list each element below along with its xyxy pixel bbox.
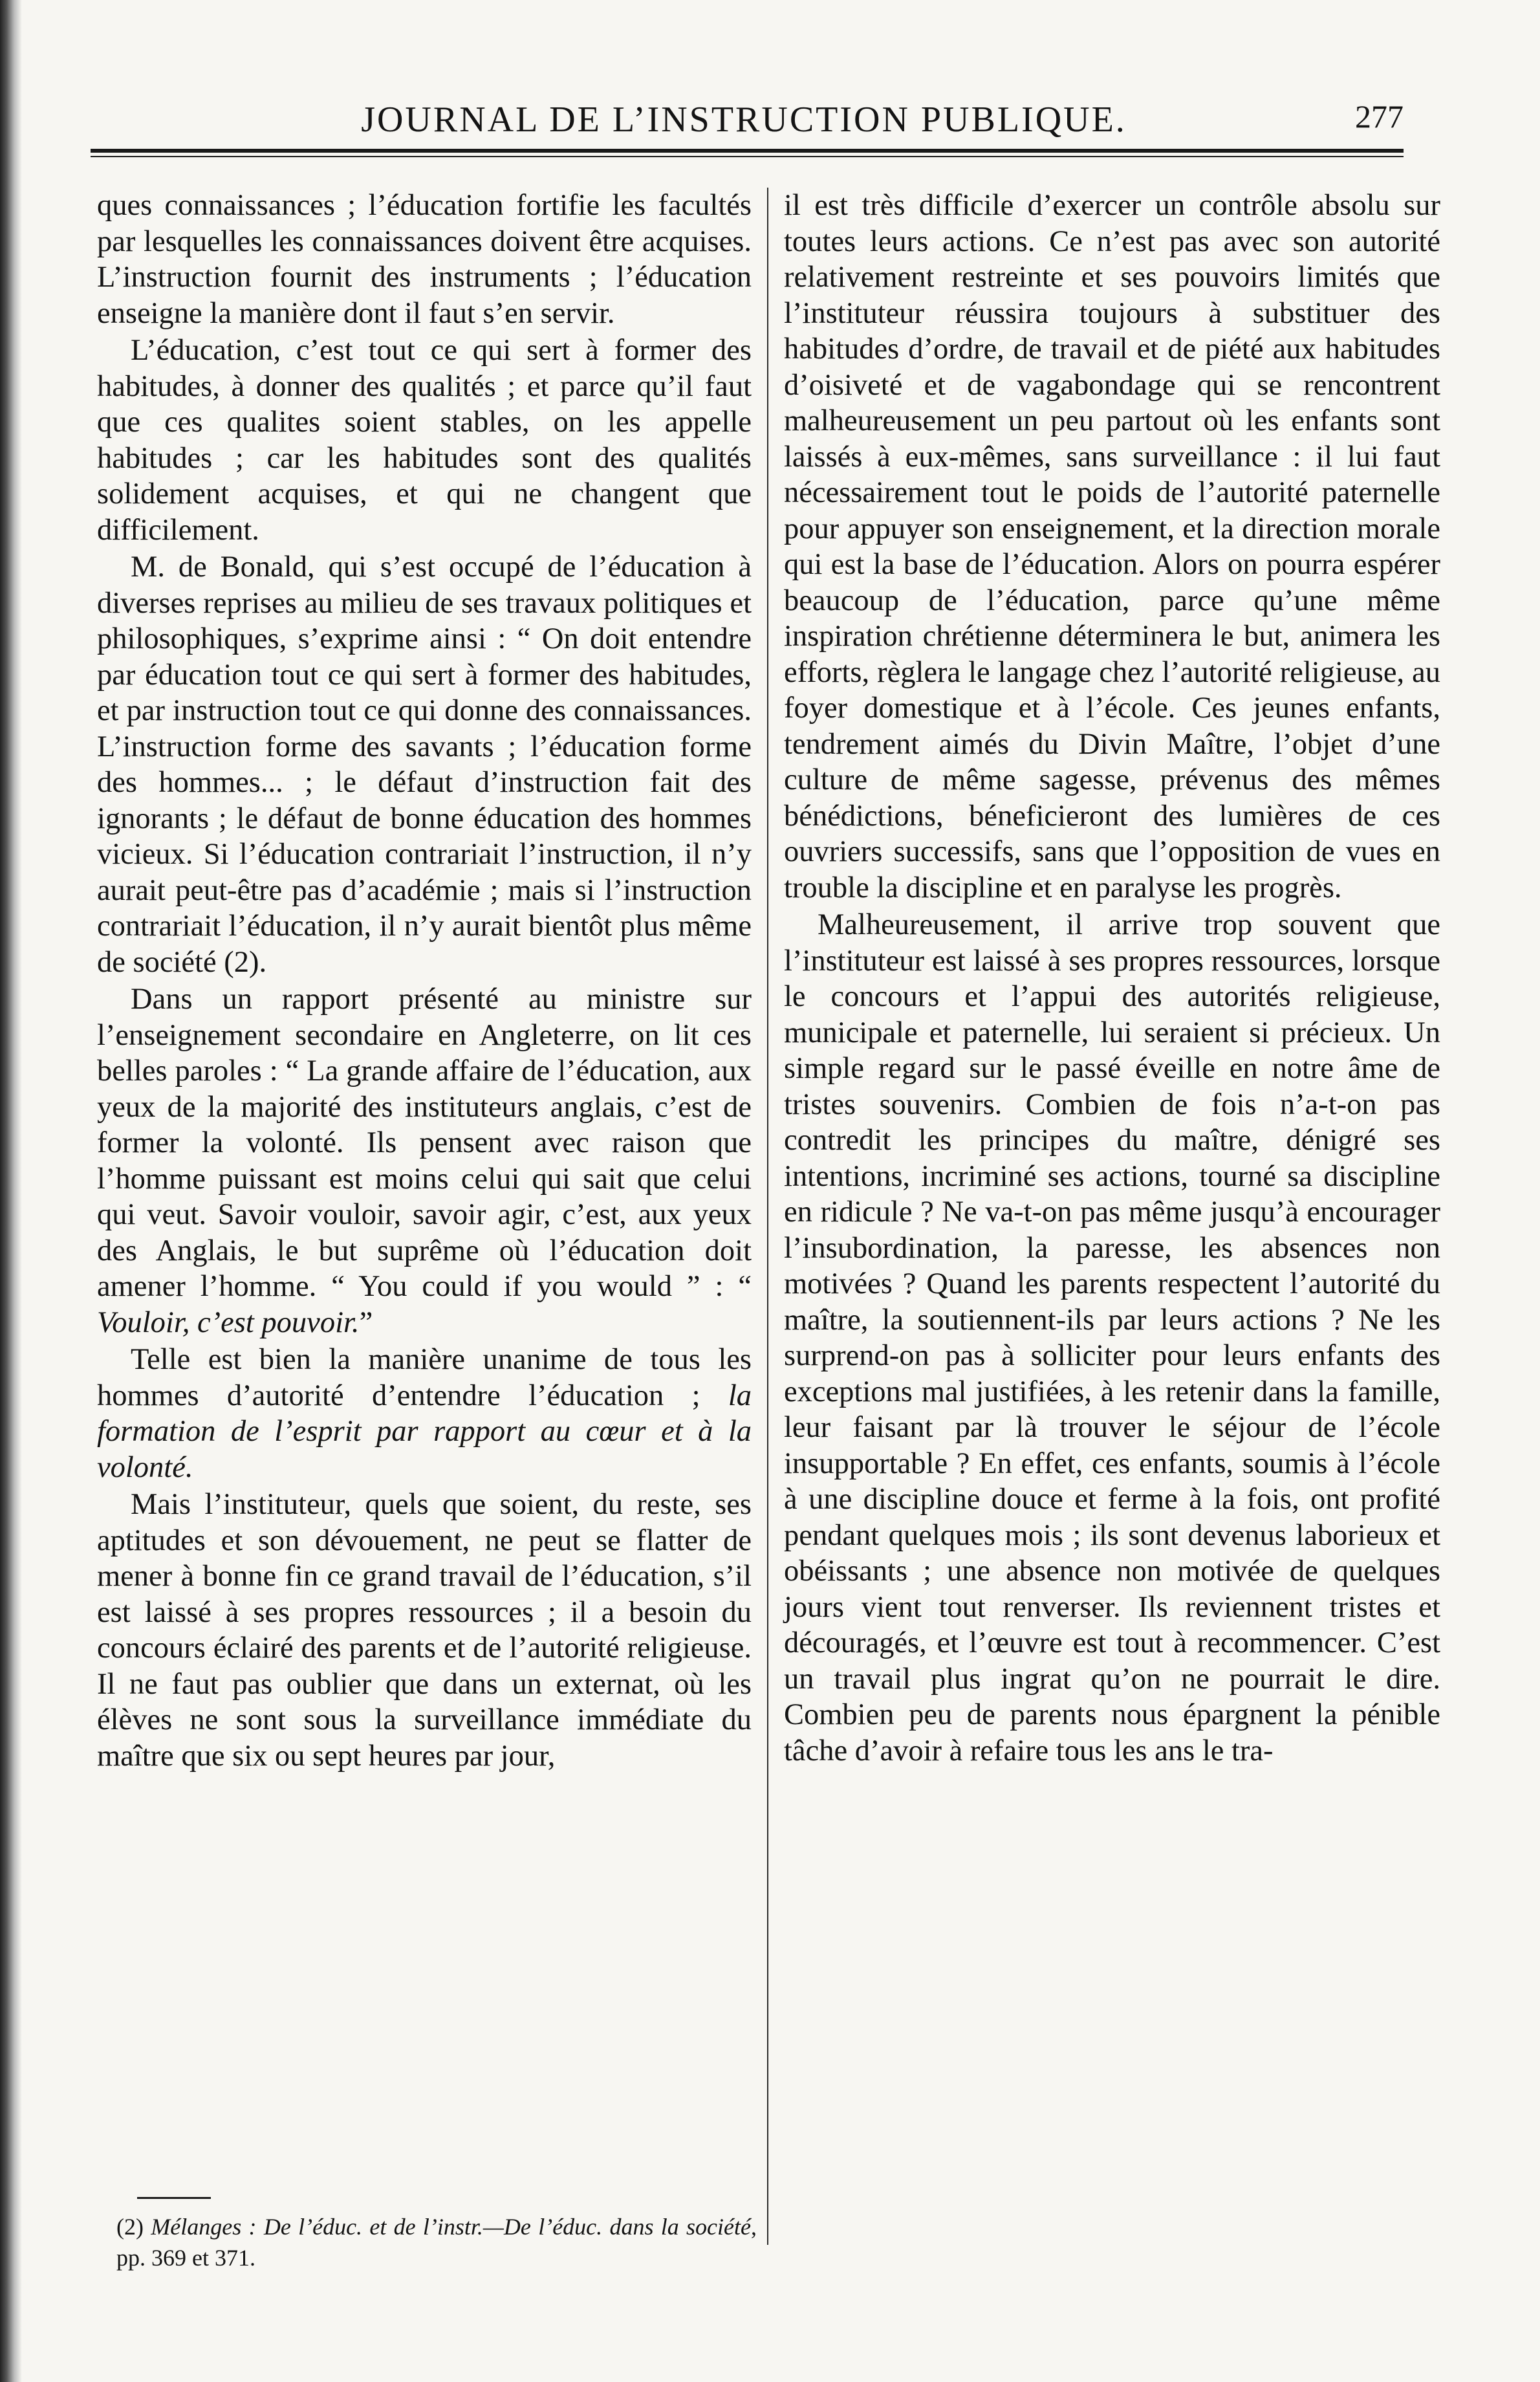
header-rule-thick xyxy=(91,149,1404,153)
left-column xyxy=(97,188,752,1774)
footnote-rule xyxy=(137,2197,211,2199)
footnote xyxy=(116,2211,757,2273)
left-paragraph-1: ques connaissances ; l’éducation fortifie les facultés par lesquelles les connaissances doivent être acquises. L’instruction fournit des instruments ; l’éducation enseigne la manière dont il faut s’en servir. xyxy=(97,189,752,330)
footnote-source-italic: Mélanges : De l’éduc. et de l’instr.—De l’éduc. dans la société xyxy=(151,2214,751,2240)
running-head xyxy=(91,91,1404,149)
scan-binding-edge xyxy=(0,0,22,2382)
left-paragraph-2: L’éducation, c’est tout ce qui sert à former des habitudes, à donner des qualités ; et parce qu’il faut que ces qualites soient stables, on les appelle habitudes ; car les habitudes sont des qualités solidement acquises, et qui ne changent que difficilement. xyxy=(97,334,752,547)
journal-title: JOURNAL DE L’INSTRUCTION PUBLIQUE. xyxy=(361,100,1127,140)
left-paragraph-5-text: Telle est bien la manière unanime de tous les hommes d’autorité d’entendre l’éducation ; xyxy=(97,1343,752,1412)
page-number: 277 xyxy=(1355,98,1404,135)
header-rule-thin xyxy=(91,156,1404,157)
right-paragraph-2: Malheureusement, il arrive trop souvent que l’instituteur est laissé à ses propres ressources, lorsque le concours et l’appui des autorités religieuse, municipale et paternelle, lui seraient si précieux. Un simple regard sur le passé éveille en notre âme de tristes souvenirs. Combien de fois n’a-t-on pas contredit les principes du maître, dénigré ses intentions, incriminé ses actions, tourné sa discipline en ridicule ? Ne va-t-on pas même jusqu’à encourager l’insubordination, la paresse, les absences non motivées ? Quand les parents respectent l’autorité du maître, la soutiennent-ils par leurs actions ? Ne les surprend-on pas à solliciter pour leurs enfants des exceptions mal justifiées, à les retenir dans la famille, leur faisant par là trouver le séjour de l’école insupportable ? En effet, ces enfants, soumis à l’école à une discipline douce et ferme à la fois, ont profité pendant quelques mois ; ils sont devenus laborieux et obéissants ; une absence non motivée de quelques jours vient tout renverser. Ils reviennent tristes et découragés, et l’œuvre est tout à recommencer. C’est un travail plus ingrat qu’on ne pourrait le dire. Combien peu de parents nous épargnent la pénible tâche d’avoir à refaire tous les ans le tra- xyxy=(784,908,1440,1767)
left-paragraph-4-close-quote: ” xyxy=(359,1306,373,1339)
left-paragraph-4 xyxy=(97,981,752,1340)
left-paragraph-3: M. de Bonald, qui s’est occupé de l’éducation à diverses reprises au milieu de ses travaux politiques et philosophiques, s’exprime ainsi : “ On doit entendre par éducation tout ce qui sert à former des habitudes, et par instruction tout ce qui donne des connaissances. L’instruction forme des savants ; l’éducation forme des hommes... ; le défaut d’instruction fait des ignorants ; le défaut de bonne éducation des hommes vicieux. Si l’éducation contrariait l’instruction, il n’y aurait peut-être pas d’académie ; mais si l’instruction contrariait l’éducation, il n’y aurait bientôt plus même de société (2). xyxy=(97,551,752,979)
left-paragraph-4-text: Dans un rapport présenté au ministre sur l’enseignement secondaire en Angleterre, on lit ces belles paroles : “ La grande affaire de l’éducation, aux yeux de la majorité des instituteurs anglais, c’est de former la volonté. Ils pensent avec raison que l’homme puissant est moins celui qui sait que celui qui veut. Savoir vouloir, savoir agir, c’est, aux yeux des Anglais, le but suprême où l’éducation doit amener l’homme. “ You could if you would ” : “ xyxy=(97,983,752,1303)
right-column xyxy=(784,188,1440,1769)
left-paragraph-4-motto: Vouloir, c’est pouvoir. xyxy=(97,1306,360,1339)
footnote-marker: (2) xyxy=(116,2214,151,2240)
header-rule xyxy=(91,149,1404,159)
left-paragraph-5-italic: la formation de l’esprit par rapport au cœur et à la volonté. xyxy=(97,1379,752,1484)
left-paragraph-6: Mais l’instituteur, quels que soient, du reste, ses aptitudes et son dévouement, ne peut se flatter de mener à bonne fin ce grand travail de l’éducation, s’il est laissé à ses propres ressources ; il a besoin du concours éclairé des parents et de l’autorité religieuse. Il ne faut pas oublier que dans un externat, où les élèves ne sont sous la surveillance immédiate du maître que six ou sept heures par jour, xyxy=(97,1488,752,1773)
right-paragraph-1: il est très difficile d’exercer un contrôle absolu sur toutes leurs actions. Ce n’est pas avec son autorité relativement restreinte et ses pouvoirs limités que l’instituteur réussira toujours à substituer des habitudes d’ordre, de travail et de piété aux habitudes d’oisiveté et de vagabondage qui se rencontrent malheureusement un peu partout où les enfants sont laissés à eux-mêmes, sans surveillance : il lui faut nécessairement tout le poids de l’autorité paternelle pour appuyer son enseignement, et la direction morale qui est la base de l’éducation. Alors on pourra espérer beaucoup de l’éducation, parce qu’une même inspiration chrétienne déterminera le but, animera les efforts, règlera le langage chez l’autorité religieuse, au foyer domestique et à l’école. Ces jeunes enfants, tendrement aimés du Divin Maître, l’objet d’une culture de même sagesse, prévenus des mêmes bénédictions, béneficieront des lumières de ces ouvriers successifs, sans que l’opposition de vues en trouble la discipline et en paralyse les progrès. xyxy=(784,189,1440,904)
footnote-pages: , pp. 369 et 371. xyxy=(116,2214,757,2271)
column-divider xyxy=(767,188,768,2245)
left-paragraph-5 xyxy=(97,1342,752,1485)
